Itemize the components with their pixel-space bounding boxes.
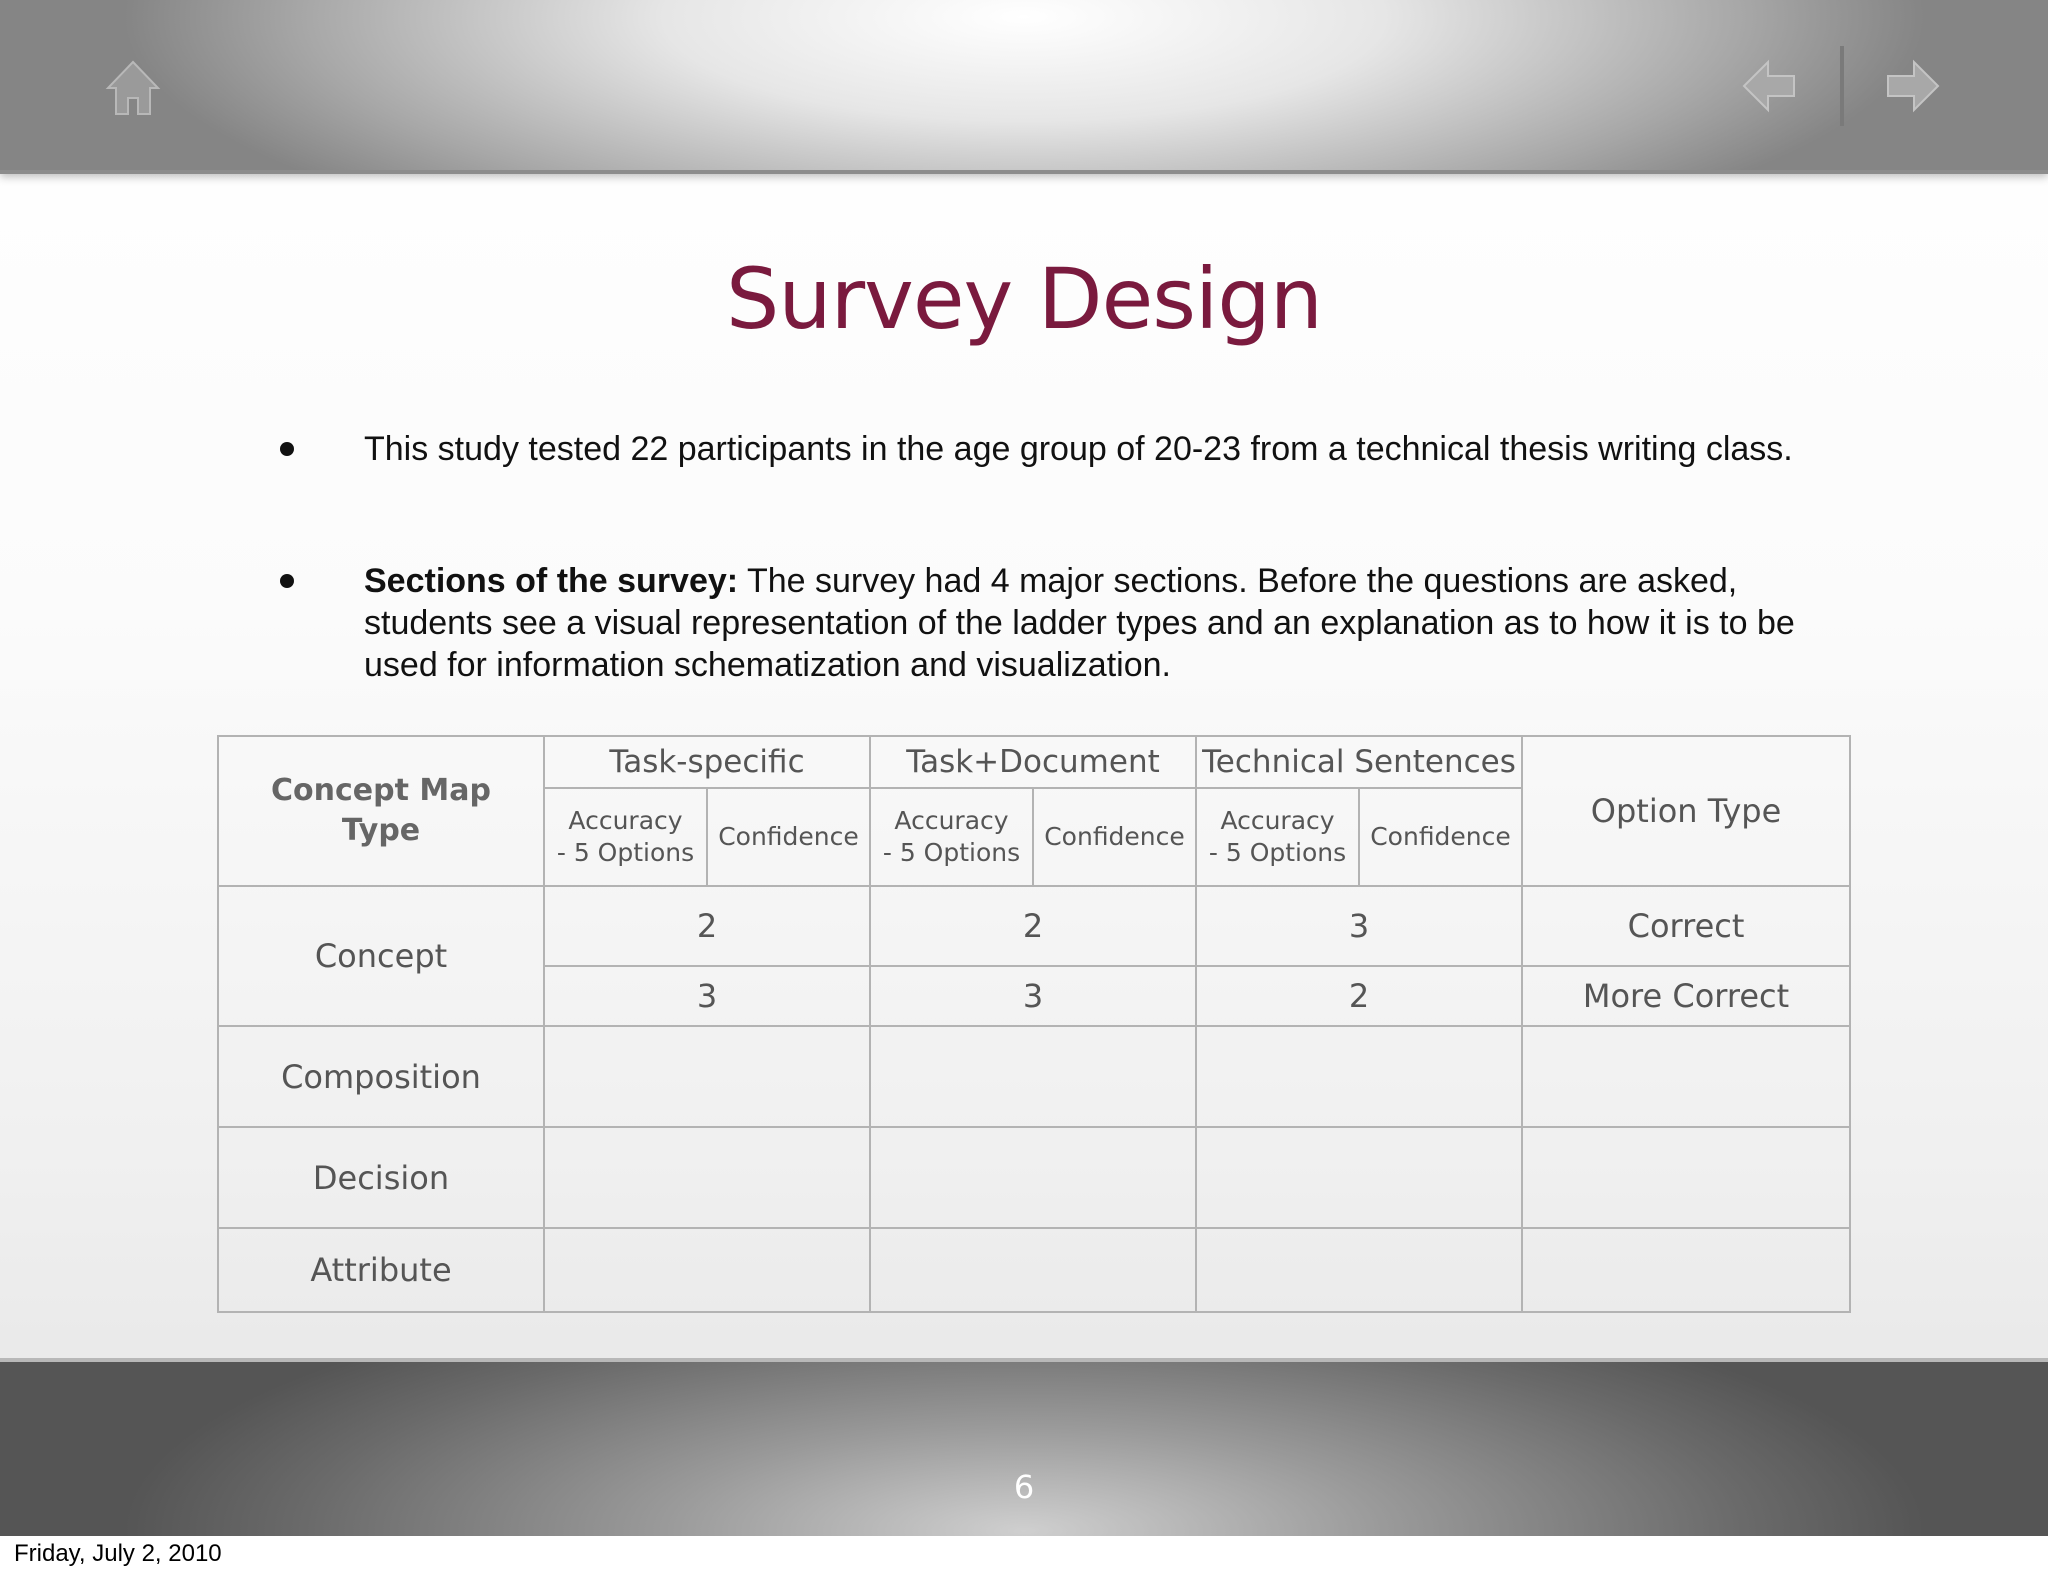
table-cell: [1522, 1026, 1850, 1127]
table-cell: [1196, 1228, 1522, 1312]
table-cell: [544, 1127, 870, 1228]
bullet-text: The survey had 4 major sections. Before the questions are asked, students see a visual representation of the ladder types and an explanation as to how it is to be used for information schematization and visualization.: [364, 562, 1795, 684]
group-header: Task-specific: [544, 736, 870, 788]
bottom-bar: [0, 1358, 2048, 1536]
group-header: Technical Sentences: [1196, 736, 1522, 788]
row-label-composition: Composition: [218, 1026, 544, 1127]
table-cell: [1522, 1228, 1850, 1312]
table-cell: 3: [1196, 886, 1522, 966]
accuracy-line2: - 5 Options: [1208, 838, 1347, 867]
row-label-concept: Concept: [218, 886, 544, 1026]
table-cell: [870, 1228, 1196, 1312]
home-icon[interactable]: [104, 58, 162, 118]
row-label-decision: Decision: [218, 1127, 544, 1228]
arrow-left-icon[interactable]: [1740, 58, 1798, 114]
table-cell: [870, 1026, 1196, 1127]
bullet-bold-lead: Sections of the survey:: [364, 562, 739, 600]
table-cell: 3: [870, 966, 1196, 1026]
corner-header-line1: Concept Map: [271, 773, 491, 808]
survey-table: [217, 735, 1851, 1313]
table-cell: Correct: [1522, 886, 1850, 966]
print-date: Friday, July 2, 2010: [14, 1540, 222, 1567]
table-cell: 2: [870, 886, 1196, 966]
bullet-text: This study tested 22 participants in the age group of 20-23 from a technical thesis writing class.: [364, 430, 1793, 468]
corner-header: [218, 736, 544, 886]
confidence-header: Confidence: [1359, 788, 1522, 886]
table-cell: 3: [544, 966, 870, 1026]
arrow-right-icon[interactable]: [1884, 58, 1942, 114]
accuracy-header: [1196, 788, 1359, 886]
confidence-header: Confidence: [707, 788, 870, 886]
top-nav-bar: [0, 0, 2048, 174]
page-number: 6: [1013, 1468, 1035, 1506]
accuracy-line1: Accuracy: [568, 806, 683, 835]
bullet-dot: [280, 574, 294, 588]
table-cell: [1196, 1026, 1522, 1127]
table-cell: [1522, 1127, 1850, 1228]
table-cell: [544, 1228, 870, 1312]
accuracy-header: [544, 788, 707, 886]
corner-header-line2: Type: [341, 813, 421, 848]
bullet-sections: [364, 560, 1844, 686]
table-cell: [870, 1127, 1196, 1228]
nav-separator: [1840, 46, 1844, 126]
accuracy-line1: Accuracy: [894, 806, 1009, 835]
table-cell: [1196, 1127, 1522, 1228]
row-label-attribute: Attribute: [218, 1228, 544, 1312]
option-type-header: Option Type: [1522, 736, 1850, 886]
table-cell: More Correct: [1522, 966, 1850, 1026]
bullet-participants: [364, 428, 1844, 470]
accuracy-line1: Accuracy: [1220, 806, 1335, 835]
accuracy-header: [870, 788, 1033, 886]
accuracy-line2: - 5 Options: [556, 838, 695, 867]
bullet-dot: [280, 442, 294, 456]
table-cell: [544, 1026, 870, 1127]
confidence-header: Confidence: [1033, 788, 1196, 886]
accuracy-line2: - 5 Options: [882, 838, 1021, 867]
table-cell: 2: [1196, 966, 1522, 1026]
table-cell: 2: [544, 886, 870, 966]
slide-title: Survey Design: [726, 250, 1322, 348]
group-header: Task+Document: [870, 736, 1196, 788]
